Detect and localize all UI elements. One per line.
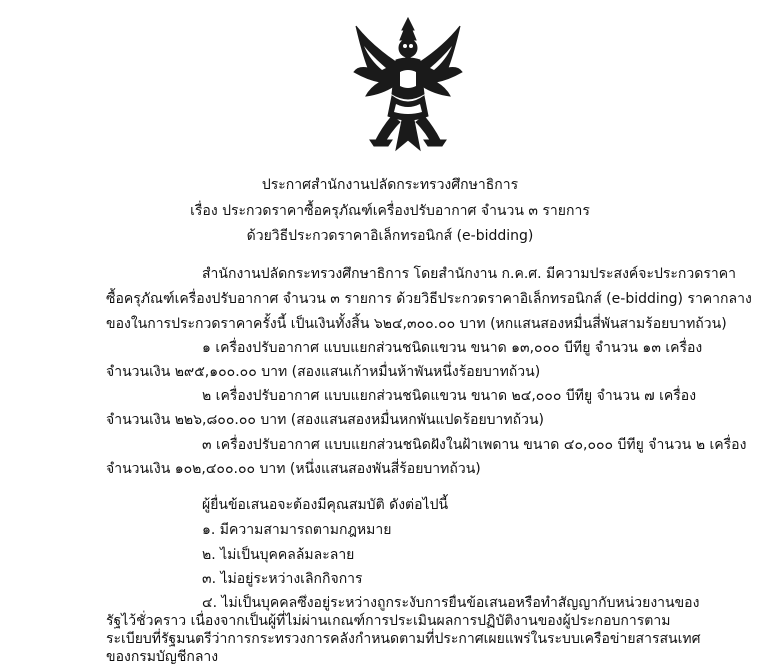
qualifications-heading: ผู้ยื่นข้อเสนอจะต้องมีคุณสมบัติ ดังต่อไปนี้ [202, 497, 449, 513]
garuda-emblem-icon [352, 16, 464, 156]
announcement-subject: เรื่อง ประกวดราคาซื้อครุภัณฑ์เครื่องปรับอากาศ จำนวน ๓ รายการ [190, 203, 590, 219]
announcement-method: ด้วยวิธีประกวดราคาอิเล็กทรอนิกส์ (e-bidding) [246, 228, 534, 244]
item-1-amount: จำนวนเงิน ๒๙๕,๑๐๐.๐๐ บาท (สองแสนเก้าหมื่นห้าพันหนึ่งร้อยบาทถ้วน) [106, 364, 541, 380]
item-1-description: ๑ เครื่องปรับอากาศ แบบแยกส่วนชนิดแขวน ขนาด ๑๓,๐๐๐ บีทียู จำนวน ๑๓ เครื่อง [202, 340, 703, 356]
intro-paragraph-line-3: ของในการประกวดราคาครั้งนี้ เป็นเงินทั้งสิ้น ๖๒๔,๓๐๐.๐๐ บาท (หกแสนสองหมื่นสี่พันสามร้อยบาทถ้วน) [106, 316, 727, 332]
item-2-description: ๒ เครื่องปรับอากาศ แบบแยกส่วนชนิดแขวน ขนาด ๒๔,๐๐๐ บีทียู จำนวน ๗ เครื่อง [202, 388, 697, 404]
intro-paragraph-line-1: สำนักงานปลัดกระทรวงศึกษาธิการ โดยสำนักงาน ก.ค.ศ. มีความประสงค์จะประกวดราคา [202, 266, 736, 282]
qualification-item-1: ๑. มีความสามารถตามกฎหมาย [202, 522, 392, 538]
announcement-title: ประกาศสำนักงานปลัดกระทรวงศึกษาธิการ [261, 177, 519, 193]
qualification-item-3: ๓. ไม่อยู่ระหว่างเลิกกิจการ [202, 571, 363, 587]
item-3-amount: จำนวนเงิน ๑๐๒,๔๐๐.๐๐ บาท (หนึ่งแสนสองพันสี่ร้อยบาทถ้วน) [106, 461, 481, 477]
qualification-item-2: ๒. ไม่เป็นบุคคลล้มละลาย [202, 547, 355, 563]
item-2-amount: จำนวนเงิน ๒๒๖,๘๐๐.๐๐ บาท (สองแสนสองหมื่นหกพันแปดร้อยบาทถ้วน) [106, 412, 544, 428]
intro-paragraph-line-2: ซื้อครุภัณฑ์เครื่องปรับอากาศ จำนวน ๓ รายการ ด้วยวิธีประกวดราคาอิเล็กทรอนิกส์ (e-bidding) ราคากลาง [106, 291, 752, 307]
item-3-description: ๓ เครื่องปรับอากาศ แบบแยกส่วนชนิดฝังในฝ้าเพดาน ขนาด ๔๐,๐๐๐ บีทียู จำนวน ๒ เครื่อง [202, 437, 747, 453]
qualification-item-4: ๔. ไม่เป็นบุคคลซึ่งอยู่ระหว่างถูกระงับการยื่นข้อเสนอหรือทำสัญญากับหน่วยงานของรัฐไว้ชั่วคราว เนื่องจากเป็นผู้ที่ไม่ผ่านเกณฑ์การประเมินผลการปฏิบัติงานของผู้ประกอบการตามระเบียบที่รัฐมนตรีว่าการกระทรวงการคลังกำหนดตามที่ประกาศเผยแพร่ในระบบเครือข่ายสารสนเทศของกรมบัญชีกลาง [106, 595, 701, 665]
